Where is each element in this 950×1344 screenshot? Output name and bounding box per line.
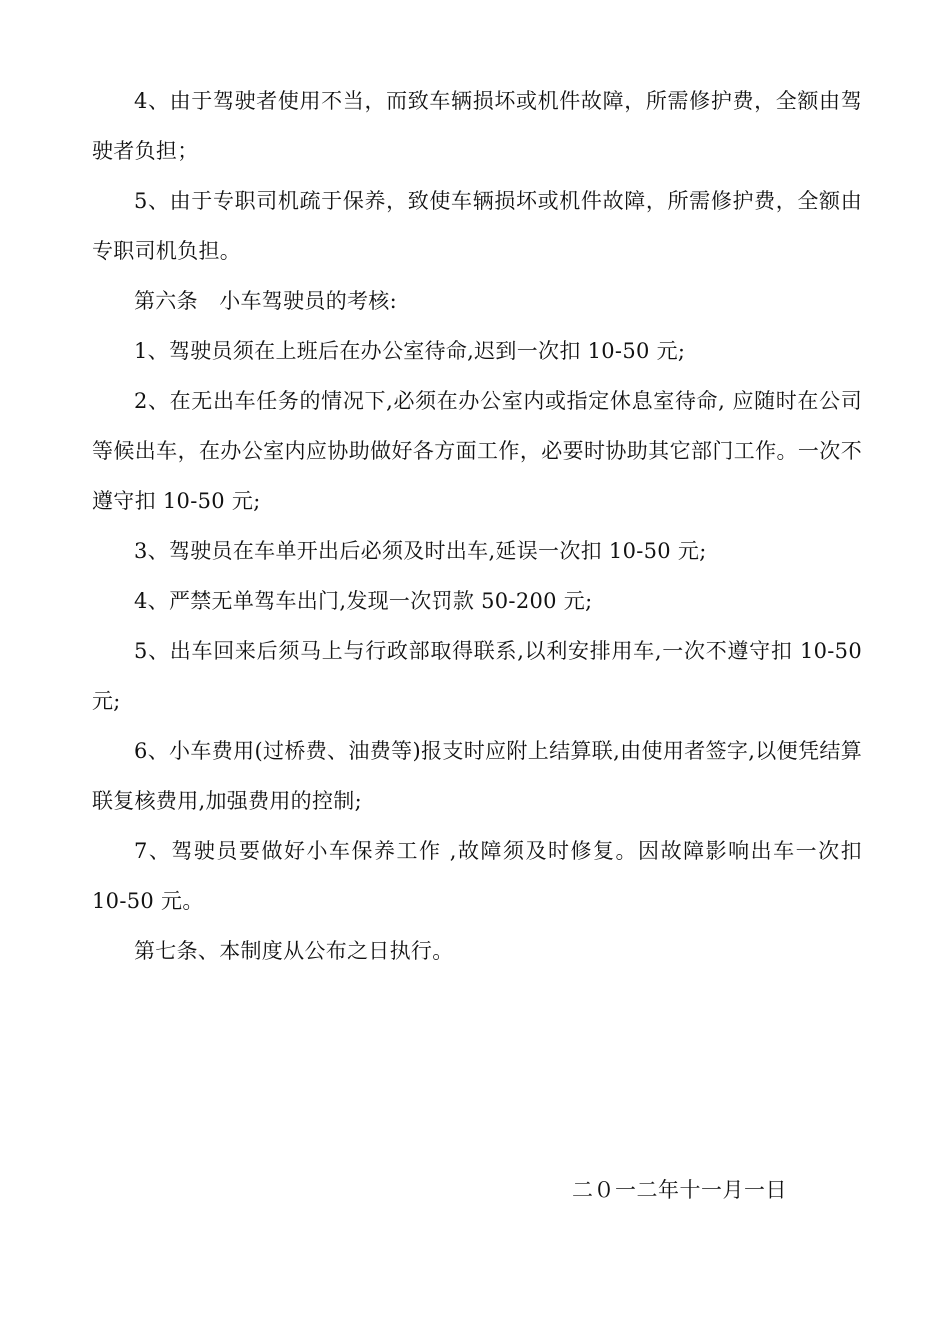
paragraph-repair-fee-chauffeur: 5、由于专职司机疏于保养，致使车辆损坏或机件故障，所需修护费，全额由专职司机负担。 <box>92 189 862 263</box>
rule-item-4: 4、严禁无单驾车出门,发现一次罚款 50-200 元; <box>134 589 593 613</box>
document-body <box>92 76 862 976</box>
rule-item-5: 5、出车回来后须马上与行政部取得联系,以利安排用车,一次不遵守扣 10-50 元; <box>92 639 862 713</box>
article-six-heading: 第六条 小车驾驶员的考核: <box>134 289 397 313</box>
document-date: 二０一二年十一月一日 <box>572 1178 787 1202</box>
rule-item-1: 1、驾驶员须在上班后在办公室待命,迟到一次扣 10-50 元; <box>134 339 686 363</box>
rule-item-3: 3、驾驶员在车单开出后必须及时出车,延误一次扣 10-50 元; <box>134 539 707 563</box>
article-seven: 第七条、本制度从公布之日执行。 <box>134 939 454 963</box>
rule-item-6: 6、小车费用(过桥费、油费等)报支时应附上结算联,由使用者签字,以便凭结算联复核费用,加强费用的控制; <box>92 739 862 813</box>
paragraph-repair-fee-driver: 4、由于驾驶者使用不当，而致车辆损坏或机件故障，所需修护费，全额由驾驶者负担； <box>92 89 862 163</box>
rule-item-2: 2、在无出车任务的情况下,必须在办公室内或指定休息室待命, 应随时在公司等候出车，在办公室内应协助做好各方面工作，必要时协助其它部门工作。一次不遵守扣 10-50 元; <box>92 389 862 513</box>
rule-item-7: 7、驾驶员要做好小车保养工作 ,故障须及时修复。因故障影响出车一次扣 10-50 元。 <box>92 839 862 913</box>
